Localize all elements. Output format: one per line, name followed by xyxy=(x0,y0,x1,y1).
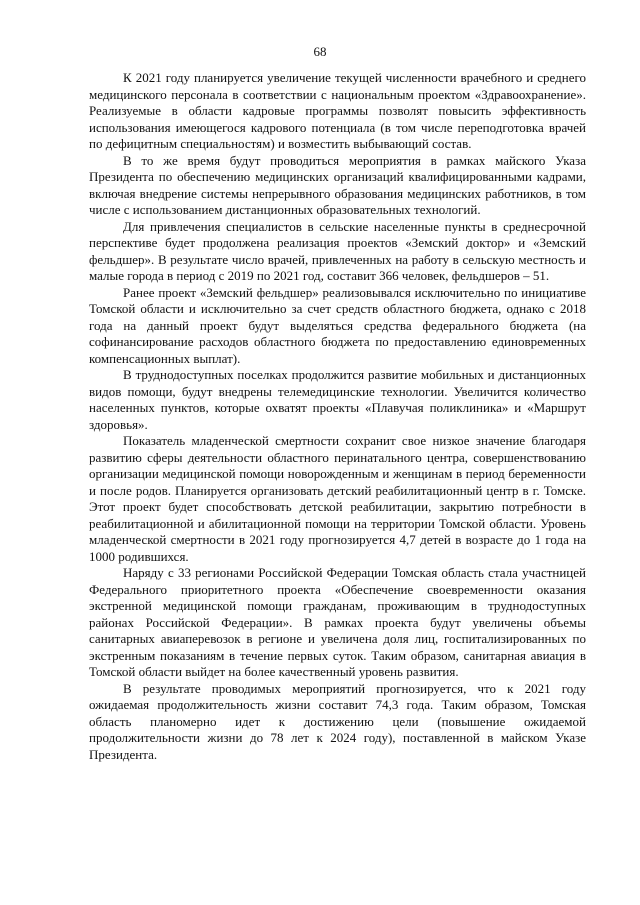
paragraph-telemedicine: В труднодоступных поселках продолжится развитие мобильных и дистанционных видов помощи, будут внедрены телемедицинские технологии. Увеличится количество населенных пунктов, которые охватят проекты «Плавучая поликлиника» и «Маршрут здоровья». xyxy=(89,367,586,432)
paragraph-rural-specialists: Для привлечения специалистов в сельские населенные пункты в среднесрочной перспективе будет продолжена реализация проектов «Земский доктор» и «Земский фельдшер». В результате число врачей, привлеченных на работу в сельскую местность и малые города в период с 2019 по 2021 год, составит 366 человек, фельдшеров – 51. xyxy=(89,218,586,283)
paragraph-air-ambulance: Наряду с 33 регионами Российской Федерации Томская область стала участницей Федерального приоритетного проекта «Обеспечение своевременности оказания экстренной медицинской помощи гражданам, проживающим в труднодоступных районах Российской Федерации». В рамках проекта будут увеличены объемы санитарных авиаперевозок в регионе и увеличена доля лиц, госпитализированных по экстренным показаниям в течение первых суток. Таким образом, санитарная авиация в Томской области выйдет на более качественный уровень развития. xyxy=(89,565,586,679)
paragraph-life-expectancy: В результате проводимых мероприятий прогнозируется, что к 2021 году ожидаемая продолжительность жизни составит 74,3 года. Таким образом, Томская область планомерно идет к достижению цели (повышение ожидаемой продолжительности жизни до 78 лет к 2024 году), поставленной в майском Указе Президента. xyxy=(89,680,586,762)
page-number: 68 xyxy=(313,44,327,59)
paragraph-infant-mortality: Показатель младенческой смертности сохранит свое низкое значение благодаря развитию сферы деятельности областного перинатального центра, совершенствованию организации медицинской помощи новорожденным и женщинам в период беременности и после родов. Планируется организовать детский реабилитационный центр в г. Томске. Этот проект будет способствовать детской реабилитации, закрытию потребности в реабилитационной и абилитационной помощи на территории Томской области. Уровень младенческой смертности в 2021 году прогнозируется 4,7 детей в возрасте до 1 года на 1000 родившихся. xyxy=(89,433,586,564)
paragraph-may-decree: В то же время будут проводиться мероприятия в рамках майского Указа Президента по обеспечению медицинских организаций квалифицированными кадрами, включая внедрение системы непрерывного образования медицинских работников, в том числе с использованием дистанционных образовательных технологий. xyxy=(89,152,586,217)
paragraph-staff-growth: К 2021 году планируется увеличение текущей численности врачебного и среднего медицинского персонала в соответствии с национальным проектом «Здравоохранение». Реализуемые в области кадровые программы позволят повысить эффективность использования имеющегося кадрового потенциала (в том числе переподготовка врачей по дефицитным специальностям) и возместить выбывающий состав. xyxy=(89,70,586,151)
document-body xyxy=(89,70,586,763)
paragraph-zemsky-feldsher: Ранее проект «Земский фельдшер» реализовывался исключительно по инициативе Томской области и исключительно за счет средств областного бюджета, однако с 2018 года на данный проект будут выделяться средства федерального бюджета (на софинансирование расходов областного бюджета по предоставлению единовременных компенсационных выплат). xyxy=(89,284,586,366)
